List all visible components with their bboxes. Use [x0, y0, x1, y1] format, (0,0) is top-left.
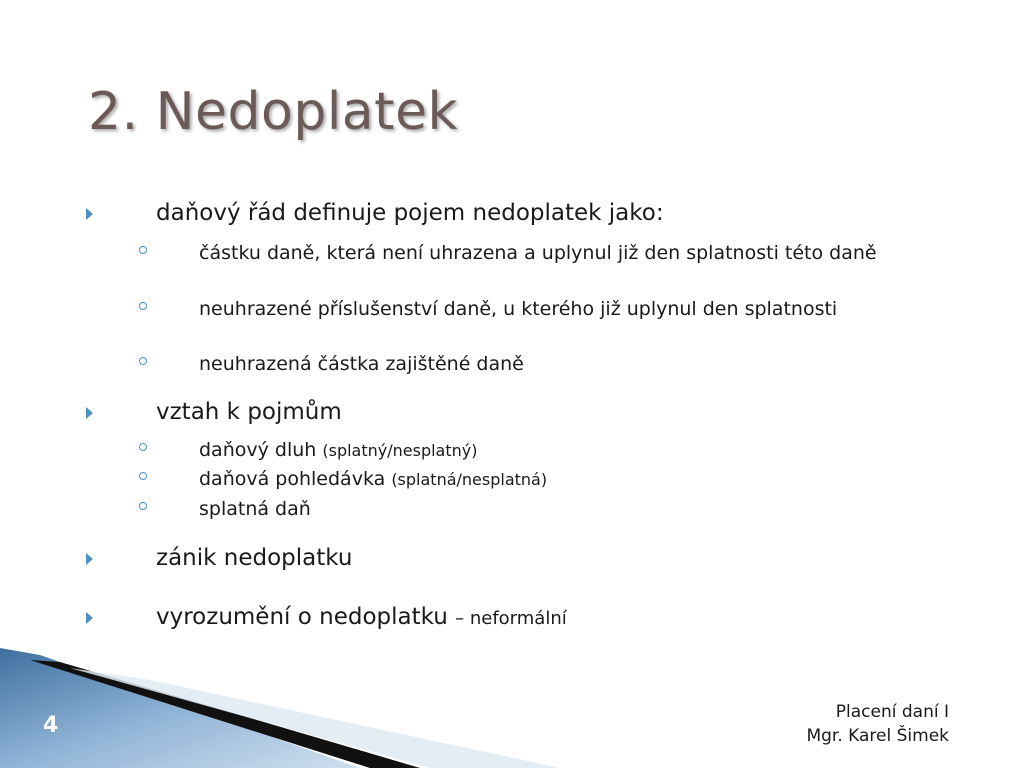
- sub-bullet: [199, 496, 959, 522]
- footer-author: Mgr. Karel Šimek: [806, 726, 949, 746]
- sub-bullet-text: splatná daň: [199, 498, 311, 520]
- bullet-arrow-icon: [86, 612, 93, 624]
- bullet-arrow-icon: [86, 553, 93, 565]
- bullet-4: [156, 604, 567, 630]
- sub-bullet: [199, 351, 959, 377]
- sub-bullet: [199, 240, 959, 266]
- sub-bullet: [199, 466, 959, 493]
- bullet-2: [156, 399, 342, 425]
- sub-bullet-note: (splatná/nesplatná): [391, 470, 548, 489]
- bullet-note: – neformální: [455, 608, 567, 629]
- circle-bullet-icon: [139, 246, 147, 254]
- bullet-text: daňový řád definuje pojem nedoplatek jako:: [156, 200, 664, 226]
- bullet-text: vztah k pojmům: [156, 399, 342, 425]
- slide-title: 2. Nedoplatek: [88, 82, 459, 142]
- circle-bullet-icon: [139, 357, 147, 365]
- circle-bullet-icon: [139, 443, 147, 451]
- bullet-arrow-icon: [86, 407, 93, 419]
- sub-bullet: [199, 437, 959, 464]
- bullet-3: [156, 545, 352, 571]
- bullet-text: vyrozumění o nedoplatku: [156, 604, 448, 630]
- sub-bullet-text: částku daně, která není uhrazena a uplynul již den splatnosti této daně: [199, 242, 877, 264]
- bullet-text: zánik nedoplatku: [156, 545, 353, 571]
- sub-bullet-text: daňový dluh: [199, 439, 317, 461]
- bullet-1: [156, 200, 664, 226]
- circle-bullet-icon: [139, 472, 147, 480]
- sub-bullet: [199, 296, 959, 322]
- page-number: 4: [43, 713, 59, 738]
- bullet-arrow-icon: [86, 208, 93, 220]
- sub-bullet-text: neuhrazená částka zajištěné daně: [199, 353, 524, 375]
- sub-bullet-text: daňová pohledávka: [199, 468, 386, 490]
- circle-bullet-icon: [139, 302, 147, 310]
- footer: [806, 700, 949, 748]
- sub-bullet-text: neuhrazené příslušenství daně, u kterého již uplynul den splatnosti: [199, 298, 838, 320]
- footer-course: Placení daní I: [835, 702, 949, 722]
- sub-bullet-note: (splatný/nesplatný): [322, 441, 478, 460]
- circle-bullet-icon: [139, 502, 147, 510]
